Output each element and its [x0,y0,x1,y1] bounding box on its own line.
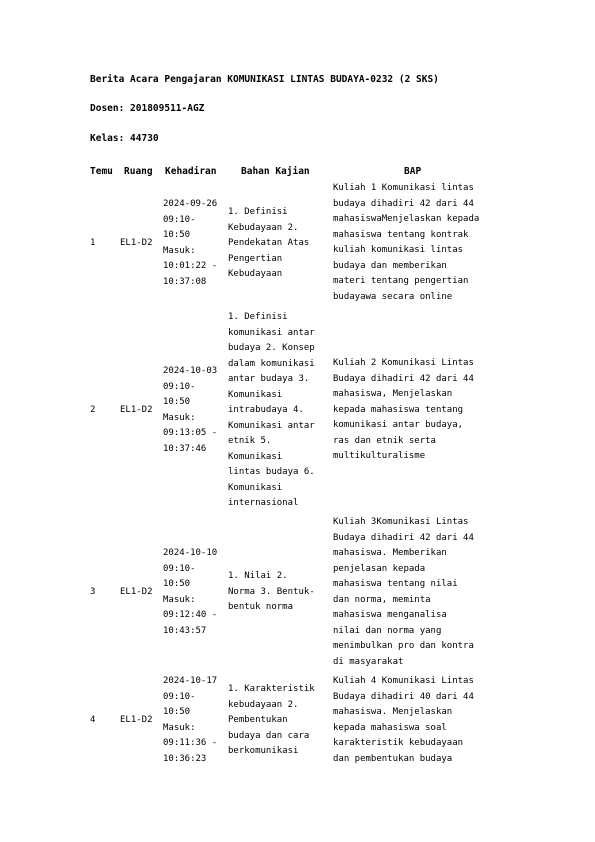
row-4-temu: 4 [90,715,96,725]
row-2-bap: Kuliah 2 Komunikasi Lintas Budaya dihadiri 42 dari 44 mahasiswa, Menjelaskan kepada mahasiswa tentang komunikasi antar budaya, ras dan etnik serta multikulturalisme [333,358,474,461]
document-title: Berita Acara Pengajaran KOMUNIKASI LINTAS BUDAYA-0232 (2 SKS) [90,74,439,85]
row-1-bahan-kajian: 1. Definisi Kebudayaan 2. Pendekatan Atas Pengertian Kebudayaan [228,207,310,279]
row-1-bap: Kuliah 1 Komunikasi lintas budaya dihadiri 42 dari 44 mahasiswaMenjelaskan kepada mahasiswa tentang kontrak kuliah komunikasi lintas budaya dan memberikan materi tentang pengertian budayawa secara online [333,183,480,302]
dosen-line: Dosen: 201809511-AGZ [90,103,205,114]
row-3-bahan-kajian: 1. Nilai 2. Norma 3. Bentuk- bentuk norma [228,571,315,612]
row-2-bahan-kajian: 1. Definisi komunikasi antar budaya 2. Konsep dalam komunikasi antar budaya 3. Komunikasi intrabudaya 4. Komunikasi antar etnik 5. Komunikasi lintas budaya 6. Komunikasi internasional [228,312,315,508]
header-temu: Temu [90,166,113,177]
row-4-bap: Kuliah 4 Komunikasi Lintas Budaya dihadiri 40 dari 44 mahasiswa. Menjelaskan kepada mahasiswa soal karakteristik kebudayaan dan pembentukan budaya [333,676,474,764]
row-1-temu: 1 [90,238,96,248]
row-3-temu: 3 [90,587,96,597]
row-3-ruang: EL1-D2 [120,587,153,597]
row-4-bahan-kajian: 1. Karakteristik kebudayaan 2. Pembentukan budaya dan cara berkomunikasi [228,684,315,756]
row-2-ruang: EL1-D2 [120,405,153,415]
row-3-kehadiran: 2024-10-10 09:10- 10:50 Masuk: 09:12:40 - 10:43:57 [163,548,218,636]
kelas-line: Kelas: 44730 [90,133,159,144]
header-bap: BAP [404,166,422,177]
header-bahan-kajian: Bahan Kajian [241,166,310,177]
row-3-bap: Kuliah 3Komunikasi Lintas Budaya dihadiri 42 dari 44 mahasiswa. Memberikan penjelasan kepada mahasiswa tentang nilai dan norma, meminta mahasiswa menganalisa nilai dan norma yang menimbulkan pro dan kontra di masyarakat [333,517,474,667]
row-2-kehadiran: 2024-10-03 09:10- 10:50 Masuk: 09:13:05 - 10:37:46 [163,366,218,454]
header-kehadiran: Kehadiran [165,166,217,177]
row-2-temu: 2 [90,405,96,415]
row-1-kehadiran: 2024-09-26 09:10- 10:50 Masuk: 10:01:22 - 10:37:08 [163,199,218,287]
header-ruang: Ruang [124,166,153,177]
row-1-ruang: EL1-D2 [120,238,153,248]
row-4-ruang: EL1-D2 [120,715,153,725]
row-4-kehadiran: 2024-10-17 09:10- 10:50 Masuk: 09:11:36 - 10:36:23 [163,676,218,764]
